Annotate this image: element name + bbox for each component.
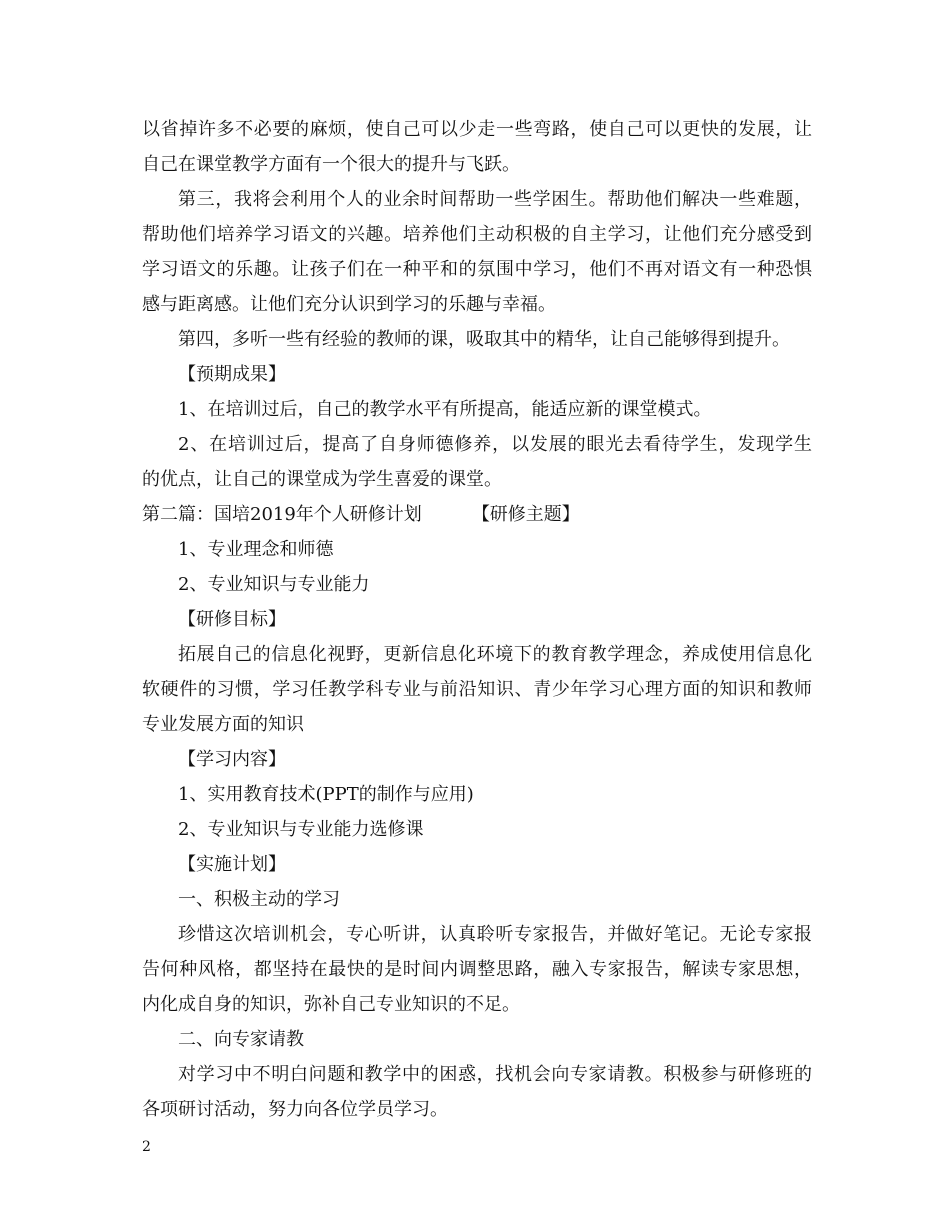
paragraph-line: 以省掉许多不必要的麻烦，使自己可以少走一些弯路，使自己可以更快的发展，让 [142, 119, 812, 140]
list-item: 2、专业知识与专业能力 [178, 574, 370, 595]
section-heading: 【预期成果】 [178, 364, 286, 385]
paragraph-line: 第四，多听一些有经验的教师的课，吸取其中的精华，让自己能够得到提升。 [178, 329, 790, 350]
paragraph-line: 的优点，让自己的课堂成为学生喜爱的课堂。 [142, 469, 502, 490]
paragraph-line: 感与距离感。让他们充分认识到学习的乐趣与幸福。 [142, 294, 556, 315]
page-number: 2 [142, 1139, 151, 1155]
subsection-heading: 一、积极主动的学习 [178, 889, 340, 910]
section-heading: 【学习内容】 [178, 749, 286, 770]
list-item: 2、专业知识与专业能力选修课 [178, 819, 424, 840]
paragraph-line: 拓展自己的信息化视野，更新信息化环境下的教育教学理念，养成使用信息化 [178, 644, 812, 665]
list-item: 1、在培训过后，自己的教学水平有所提高，能适应新的课堂模式。 [178, 399, 712, 420]
list-item: 2、在培训过后，提高了自身师德修养，以发展的眼光去看待学生，发现学生 [178, 434, 812, 455]
paragraph-line: 告何种风格，都坚持在最快的是时间内调整思路，融入专家报告，解读专家思想， [142, 959, 812, 980]
research-theme-heading: 【研修主题】 [471, 504, 580, 525]
paragraph-line: 专业发展方面的知识 [142, 714, 304, 735]
paragraph-line: 第三，我将会利用个人的业余时间帮助一些学困生。帮助他们解决一些难题， [178, 189, 812, 210]
list-item: 1、专业理念和师德 [178, 539, 334, 560]
subsection-heading: 二、向专家请教 [178, 1029, 304, 1050]
paragraph-line: 软硬件的习惯，学习任教学科专业与前沿知识、青少年学习心理方面的知识和教师 [142, 679, 812, 700]
paragraph-line: 珍惜这次培训机会，专心听讲，认真聆听专家报告，并做好笔记。无论专家报 [178, 924, 812, 945]
paragraph-line: 帮助他们培养学习语文的兴趣。培养他们主动积极的自主学习，让他们充分感受到 [142, 224, 812, 245]
paragraph-line: 自己在课堂教学方面有一个很大的提升与飞跃。 [142, 154, 520, 175]
paragraph-line: 学习语文的乐趣。让孩子们在一种平和的氛围中学习，他们不再对语文有一种恐惧 [142, 259, 812, 280]
paragraph-line: 对学习中不明白问题和教学中的困惑，找机会向专家请教。积极参与研修班的 [178, 1064, 812, 1085]
paragraph-line: 各项研讨活动，努力向各位学员学习。 [142, 1099, 448, 1120]
chapter-title [142, 502, 812, 528]
chapter-title-text: 第二篇：国培2019年个人研修计划 [142, 504, 422, 525]
section-heading: 【研修目标】 [178, 609, 286, 630]
paragraph-line: 内化成自身的知识，弥补自己专业知识的不足。 [142, 994, 520, 1015]
section-heading: 【实施计划】 [178, 854, 286, 875]
list-item: 1、实用教育技术(PPT的制作与应用) [178, 784, 474, 805]
